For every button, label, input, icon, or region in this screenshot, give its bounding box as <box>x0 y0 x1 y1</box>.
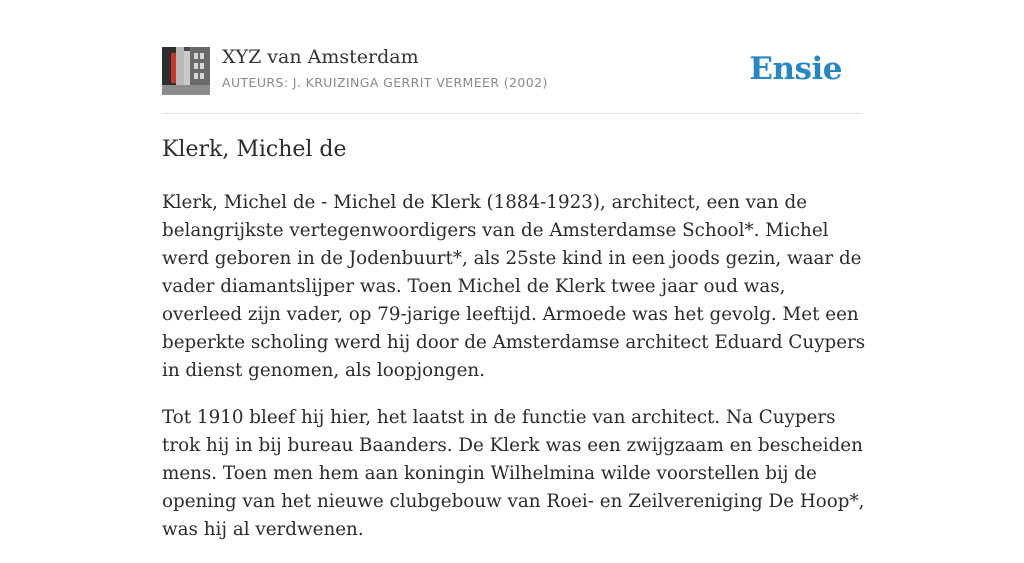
entry-paragraph: Tot 1910 bleef hij hier, het laatst in de functie van architect. Na Cuypers trok hij in bij bureau Baanders. De Klerk was een zwijgzaam en bescheiden mens. Toen men hem aan koningin Wilhelmina wilde voorstellen bij de opening van het nieuwe clubgebouw van Roei- en Zeilvereniging De Hoop*, was hij al verdwenen. <box>162 407 865 540</box>
book-header <box>162 46 862 96</box>
book-cover-avatar[interactable] <box>162 47 210 95</box>
book-title[interactable]: XYZ van Amsterdam <box>222 46 419 68</box>
ensie-logo[interactable]: Ensie <box>749 51 842 87</box>
entry-paragraph: Klerk, Michel de - Michel de Klerk (1884-1923), architect, een van de belangrijkste vertegenwoordigers van de Amsterdamse School*. Michel werd geboren in de Jodenbuurt*, als 25ste kind in een joods gezin, waar de vader diamantslijper was. Toen Michel de Klerk twee jaar oud was, overleed zijn vader, op 79-jarige leeftijd. Armoede was het gevolg. Met een beperkte scholing werd hij door de Amsterdamse architect Eduard Cuypers in dienst genomen, als loopjongen. <box>162 192 866 381</box>
entry-body <box>162 189 868 563</box>
entry-title: Klerk, Michel de <box>162 137 347 162</box>
book-authors: AUTEURS: J. KRUIZINGA GERRIT VERMEER (2002) <box>222 75 548 90</box>
header-divider <box>162 113 862 114</box>
book-cover-icon <box>162 47 210 95</box>
